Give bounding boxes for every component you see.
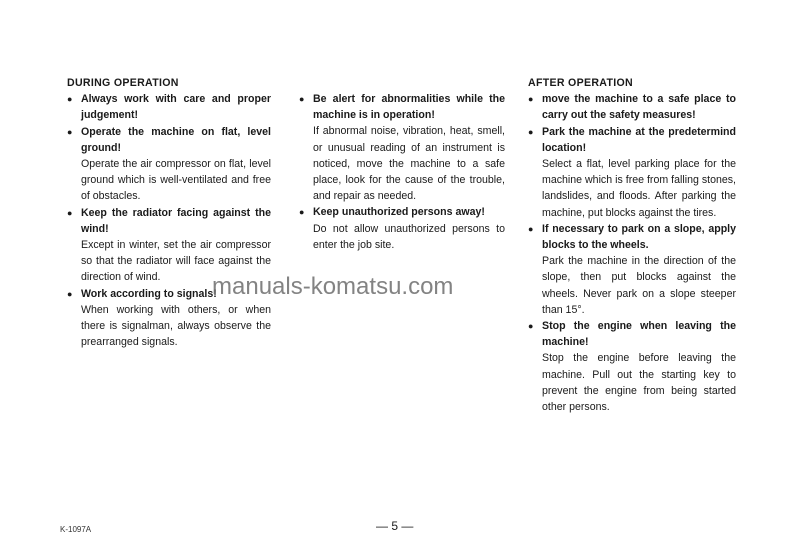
list-item	[299, 204, 505, 253]
item-title: Operate the machine on flat, level ground!	[81, 125, 271, 154]
list-item	[528, 124, 736, 221]
bullet-icon: ●	[528, 94, 534, 105]
page-number: — 5 —	[376, 519, 414, 533]
item-body: If abnormal noise, vibration, heat, smell, or unusual reading of an instrument is noticed, move the machine to a safe place, look for the cause of the trouble, and repair as needed.	[313, 125, 505, 203]
item-title: Keep unauthorized persons away!	[313, 206, 485, 219]
item-body: Stop the engine before leaving the machine. Pull out the starting key to prevent the engine from being started other persons.	[542, 352, 736, 414]
item-title: Stop the engine when leaving the machine!	[542, 320, 736, 349]
column-operation-continued	[299, 91, 505, 253]
item-title: Always work with care and proper judgement!	[81, 93, 271, 122]
bullet-icon: ●	[528, 321, 534, 332]
bullet-icon: ●	[67, 94, 73, 105]
item-body: Except in winter, set the air compressor so that the radiator will face against the direction of wind.	[81, 239, 271, 284]
bullet-icon: ●	[67, 126, 73, 137]
bullet-icon: ●	[67, 207, 73, 218]
bullet-icon: ●	[67, 288, 73, 299]
document-code: K-1097A	[60, 525, 92, 534]
item-title: move the machine to a safe place to carry out the safety measures!	[542, 93, 736, 122]
list-item	[299, 91, 505, 204]
list-item	[528, 91, 736, 123]
bullet-icon: ●	[299, 207, 305, 218]
item-title: Park the machine at the predetermind location!	[542, 125, 736, 154]
item-title: If necessary to park on a slope, apply blocks to the wheels.	[542, 222, 736, 252]
list-item	[528, 221, 736, 318]
list-item	[67, 124, 271, 205]
item-body: Park the machine in the direction of the slope, then put blocks against the wheels. Never park on a slope steeper than 15°.	[542, 255, 736, 316]
item-title: Keep the radiator facing against the wind!	[81, 206, 271, 235]
item-body: Operate the air compressor on flat, level ground which is well-ventilated and free of obstacles.	[81, 158, 271, 203]
item-body: Do not allow unauthorized persons to enter the job site.	[313, 222, 505, 251]
column-after-operation	[528, 75, 736, 415]
item-title: Work according to signals!	[81, 287, 217, 300]
list-item	[528, 318, 736, 415]
bullet-icon: ●	[528, 223, 534, 234]
section-heading-during-operation: DURING OPERATION	[67, 77, 179, 89]
column-during-operation	[67, 75, 271, 350]
watermark: manuals-komatsu.com	[212, 273, 454, 300]
bullet-icon: ●	[528, 126, 534, 137]
item-body: Select a flat, level parking place for the machine which is free from falling stones, landslides, and floods. After parking the machine, put blocks against the tires.	[542, 158, 736, 219]
bullet-icon: ●	[299, 94, 305, 104]
item-title: Be alert for abnormalities while the machine is in operation!	[313, 93, 505, 122]
list-item	[67, 91, 271, 123]
section-heading-after-operation: AFTER OPERATION	[528, 77, 633, 89]
item-body: When working with others, or when there is signalman, always observe the prearranged signals.	[81, 303, 271, 349]
